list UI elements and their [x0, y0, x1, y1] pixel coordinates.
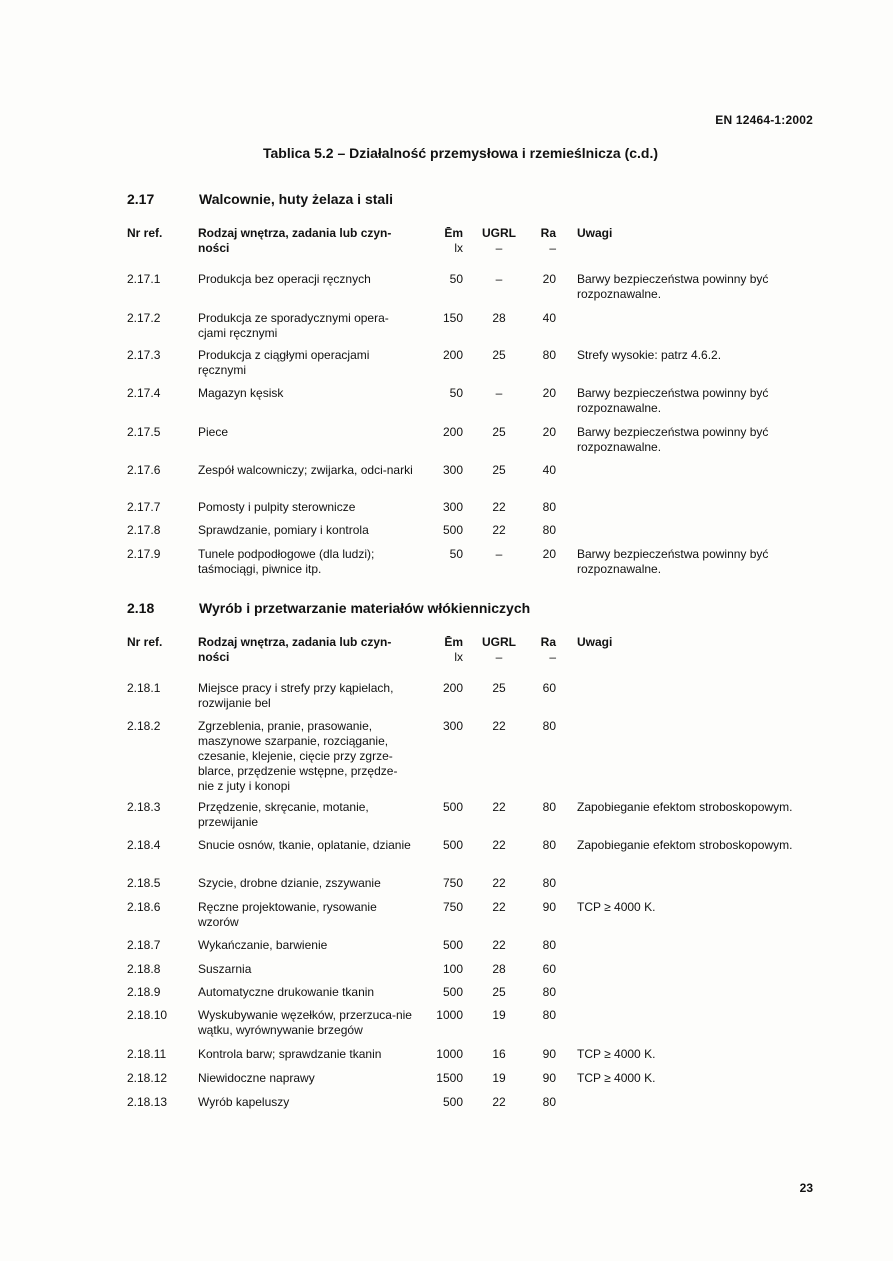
section-title: Wyrób i przetwarzanie materiałów włókienniczych	[199, 600, 531, 616]
col-desc-header: Rodzaj wnętrza, zadania lub czyn-ności	[198, 635, 392, 664]
cell-note: TCP ≥ 4000 K.	[577, 1071, 656, 1085]
cell-desc: Wyrób kapeluszy	[198, 1095, 290, 1109]
cell-note: Barwy bezpieczeństwa powinny być rozpoznawalne.	[577, 425, 769, 454]
cell-ugr: –	[495, 386, 503, 400]
cell-desc: Automatyczne drukowanie tkanin	[198, 985, 375, 999]
cell-ref: 2.18.12	[127, 1071, 168, 1085]
cell-em: 50	[449, 272, 463, 286]
cell-desc: Tunele podpodłogowe (dla ludzi); taśmociągi, piwnice itp.	[198, 547, 375, 576]
col-ra-header	[530, 635, 556, 665]
col-ra-header	[530, 226, 556, 256]
col-ugr-label: UGRL	[482, 635, 516, 649]
cell-em: 750	[442, 900, 463, 914]
cell-ref: 2.18.8	[127, 962, 161, 976]
cell-em: 150	[442, 311, 463, 325]
cell-note: TCP ≥ 4000 K.	[577, 1047, 656, 1061]
page-number: 23	[799, 1181, 813, 1195]
col-em-unit: lx	[454, 650, 463, 664]
cell-ugr: 22	[492, 1095, 506, 1109]
cell-desc: Piece	[198, 425, 229, 439]
table-title: Tablica 5.2 – Działalność przemysłowa i rzemieślnicza (c.d.)	[263, 145, 659, 161]
cell-ra: 80	[542, 985, 556, 999]
section-title: Walcownie, huty żelaza i stali	[199, 191, 393, 207]
cell-ugr: –	[495, 547, 503, 561]
cell-ra: 80	[542, 523, 556, 537]
cell-ugr: 28	[492, 311, 506, 325]
cell-desc: Snucie osnów, tkanie, oplatanie, dzianie	[198, 838, 411, 852]
col-ra-unit: –	[549, 241, 556, 255]
cell-ref: 2.18.10	[127, 1008, 168, 1022]
cell-ref: 2.17.8	[127, 523, 161, 537]
col-ugr-header	[480, 635, 518, 665]
cell-desc: Kontrola barw; sprawdzanie tkanin	[198, 1047, 382, 1061]
section-heading	[127, 600, 530, 616]
cell-ugr: 22	[492, 838, 506, 852]
cell-ra: 90	[542, 900, 556, 914]
col-em-header	[425, 226, 463, 256]
cell-ref: 2.17.6	[127, 463, 161, 477]
cell-desc: Sprawdzanie, pomiary i kontrola	[198, 523, 369, 537]
cell-ra: 20	[542, 386, 556, 400]
cell-desc: Produkcja bez operacji ręcznych	[198, 272, 371, 286]
cell-note: TCP ≥ 4000 K.	[577, 900, 656, 914]
cell-desc: Miejsce pracy i strefy przy kąpielach, rozwijanie bel	[198, 681, 394, 710]
cell-ugr: 25	[492, 425, 506, 439]
standard-number: EN 12464-1:2002	[715, 113, 813, 127]
cell-em: 300	[442, 463, 463, 477]
cell-ref: 2.17.5	[127, 425, 161, 439]
cell-ugr: 19	[492, 1008, 506, 1022]
col-ugr-unit: –	[495, 650, 503, 664]
cell-ra: 60	[542, 681, 556, 695]
cell-ra: 80	[542, 838, 556, 852]
cell-ref: 2.17.7	[127, 500, 161, 514]
cell-ugr: 22	[492, 523, 506, 537]
cell-ref: 2.18.11	[127, 1047, 167, 1061]
cell-note: Zapobieganie efektom stroboskopowym.	[577, 800, 793, 814]
col-em-label: Ēm	[444, 635, 463, 649]
cell-ref: 2.18.6	[127, 900, 161, 914]
col-em-header	[425, 635, 463, 665]
cell-desc: Wykańczanie, barwienie	[198, 938, 328, 952]
cell-ref: 2.18.4	[127, 838, 161, 852]
cell-desc: Ręczne projektowanie, rysowanie wzorów	[198, 900, 377, 929]
col-ra-unit: –	[549, 650, 556, 664]
cell-desc: Pomosty i pulpity sterownicze	[198, 500, 356, 514]
cell-ugr: 22	[492, 876, 506, 890]
cell-em: 500	[442, 523, 463, 537]
cell-ref: 2.17.9	[127, 547, 161, 561]
cell-ra: 20	[542, 425, 556, 439]
col-ref-header: Nr ref.	[127, 226, 163, 240]
cell-em: 750	[442, 876, 463, 890]
cell-ref: 2.17.4	[127, 386, 161, 400]
cell-desc: Produkcja ze sporadycznymi opera-cjami ręcznymi	[198, 311, 389, 340]
cell-ref: 2.18.9	[127, 985, 161, 999]
cell-desc: Suszarnia	[198, 962, 252, 976]
cell-ugr: 22	[492, 900, 506, 914]
cell-ugr: 25	[492, 681, 506, 695]
cell-em: 500	[442, 800, 463, 814]
cell-note: Zapobieganie efektom stroboskopowym.	[577, 838, 793, 852]
cell-note: Barwy bezpieczeństwa powinny być rozpoznawalne.	[577, 547, 769, 576]
cell-ra: 20	[542, 272, 556, 286]
cell-ref: 2.17.3	[127, 348, 161, 362]
cell-em: 200	[442, 348, 463, 362]
cell-em: 100	[442, 962, 463, 976]
cell-em: 500	[442, 838, 463, 852]
cell-em: 500	[442, 985, 463, 999]
cell-desc: Magazyn kęsisk	[198, 386, 284, 400]
cell-desc: Produkcja z ciągłymi operacjami ręcznymi	[198, 348, 370, 377]
cell-ref: 2.18.3	[127, 800, 161, 814]
section-number: 2.17	[127, 191, 155, 207]
col-ref-header: Nr ref.	[127, 635, 163, 649]
cell-ref: 2.17.1	[127, 272, 161, 286]
cell-desc: Zgrzeblenia, pranie, prasowanie, maszynowe szarpanie, rozciąganie, czesanie, klejenie, cięcie przy zgrze-blarce, przędzenie wstępne, przędze-nie z juty i konopi	[198, 719, 398, 793]
cell-ra: 80	[542, 1095, 556, 1109]
cell-ra: 80	[542, 1008, 556, 1022]
cell-ra: 80	[542, 348, 556, 362]
col-ra-label: Ra	[540, 226, 556, 240]
cell-ugr: 16	[492, 1047, 506, 1061]
cell-em: 500	[442, 938, 463, 952]
cell-ref: 2.18.5	[127, 876, 161, 890]
col-desc-header: Rodzaj wnętrza, zadania lub czyn-ności	[198, 226, 392, 255]
cell-ugr: 28	[492, 962, 506, 976]
section-heading	[127, 191, 393, 207]
cell-desc: Niewidoczne naprawy	[198, 1071, 315, 1085]
cell-ra: 80	[542, 800, 556, 814]
col-ugr-unit: –	[495, 241, 503, 255]
col-em-label: Ēm	[444, 226, 463, 240]
cell-ra: 60	[542, 962, 556, 976]
col-notes-header: Uwagi	[577, 226, 613, 240]
cell-em: 200	[442, 681, 463, 695]
cell-ugr: 25	[492, 348, 506, 362]
cell-ref: 2.17.2	[127, 311, 161, 325]
cell-em: 1000	[436, 1008, 463, 1022]
cell-em: 1500	[436, 1071, 463, 1085]
col-ugr-header	[480, 226, 518, 256]
cell-ref: 2.18.2	[127, 719, 161, 733]
cell-em: 50	[449, 547, 463, 561]
cell-ra: 20	[542, 547, 556, 561]
cell-ugr: 22	[492, 500, 506, 514]
cell-em: 500	[442, 1095, 463, 1109]
cell-ra: 90	[542, 1047, 556, 1061]
cell-ra: 40	[542, 463, 556, 477]
cell-ref: 2.18.1	[127, 681, 161, 695]
cell-em: 200	[442, 425, 463, 439]
col-ugr-label: UGRL	[482, 226, 516, 240]
cell-desc: Szycie, drobne dzianie, zszywanie	[198, 876, 381, 890]
cell-desc: Wyskubywanie węzełków, przerzuca-nie wątku, wyrównywanie brzegów	[198, 1008, 412, 1037]
cell-desc: Przędzenie, skręcanie, motanie, przewijanie	[198, 800, 369, 829]
cell-ugr: 22	[492, 719, 506, 733]
cell-em: 50	[449, 386, 463, 400]
cell-ra: 80	[542, 938, 556, 952]
cell-ugr: 25	[492, 463, 506, 477]
cell-ra: 90	[542, 1071, 556, 1085]
col-em-unit: lx	[454, 241, 463, 255]
cell-em: 300	[442, 500, 463, 514]
cell-note: Barwy bezpieczeństwa powinny być rozpoznawalne.	[577, 386, 769, 415]
cell-ref: 2.18.7	[127, 938, 161, 952]
cell-ugr: 22	[492, 800, 506, 814]
cell-desc: Zespół walcowniczy; zwijarka, odci-narki	[198, 463, 413, 477]
section-number: 2.18	[127, 600, 155, 616]
cell-ra: 80	[542, 876, 556, 890]
cell-ra: 40	[542, 311, 556, 325]
col-ra-label: Ra	[540, 635, 556, 649]
cell-ugr: 25	[492, 985, 506, 999]
cell-ref: 2.18.13	[127, 1095, 168, 1109]
cell-ra: 80	[542, 719, 556, 733]
cell-ugr: –	[495, 272, 503, 286]
cell-ugr: 22	[492, 938, 506, 952]
cell-ra: 80	[542, 500, 556, 514]
col-notes-header: Uwagi	[577, 635, 613, 649]
cell-ugr: 19	[492, 1071, 506, 1085]
cell-em: 1000	[436, 1047, 463, 1061]
cell-note: Barwy bezpieczeństwa powinny być rozpoznawalne.	[577, 272, 769, 301]
cell-note: Strefy wysokie: patrz 4.6.2.	[577, 348, 722, 362]
cell-em: 300	[442, 719, 463, 733]
